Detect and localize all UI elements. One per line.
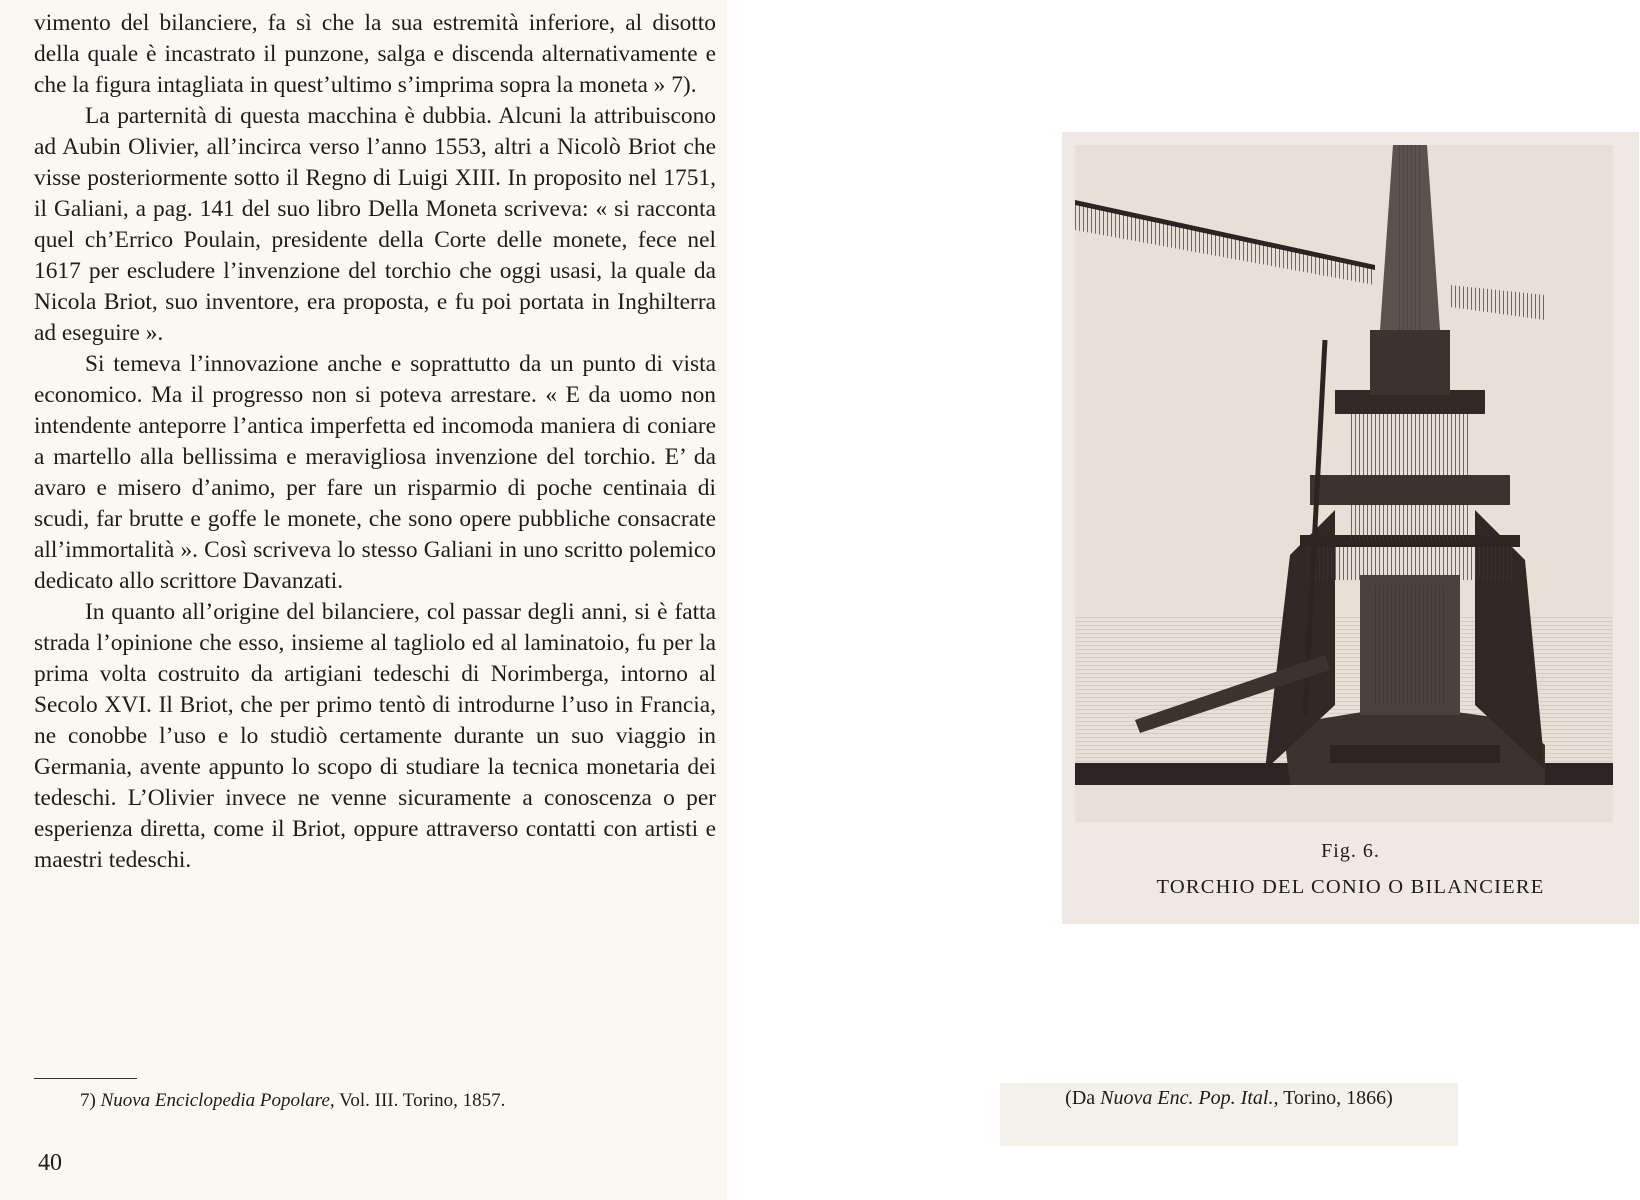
paragraph-2: La parternità di questa macchina è dubbia. Alcuni la attribuiscono ad Aubin Olivier, all’incirca verso l’anno 1553, altri a Nicolò Briot che visse posteriormente sotto il Regno di Luigi XIII. In proposito nel 1751, il Galiani, a pag. 141 del suo libro Della Moneta scriveva: « si racconta quel ch’Errico Poulain, presidente della Corte delle monete, fece nel 1617 per escludere l’invenzione del torchio che oggi usasi, la quale da Nicola Briot, suo inventore, era proposta, e fu poi portata in Inghilterra ad eseguire ». [34,103,716,346]
footnote-marker: 7) [80,1090,96,1111]
footnote-source-title: Nuova Enciclopedia Popolare, [100,1090,335,1111]
paragraph-3: Si temeva l’innovazione anche e soprattutto da un punto di vista economico. Ma il progresso non si poteva arrestare. « E da uomo non intendente anteporre l’antica imperfetta ed incomoda maniera di coniare a martello alla bellissima e meravigliosa invenzione del torchio. E’ da avaro e misero d’animo, per fare un risparmio di poche centinaia di scudi, far brutte e goffe le monete, che sono opere pubbliche consacrate all’immortalità ». Così scriveva lo stesso Galiani in uno scritto polemico dedicato allo scrittore Davanzati. [34,351,716,594]
paragraph-1: vimento del bilanciere, fa sì che la sua estremità inferiore, al disotto della quale è incastrato il punzone, salga e discenda alternativamente e che la figura intagliata in quest’ultimo s’imprima sopra la moneta » 7). [34,10,716,98]
credit-source-title: Nuova Enc. Pop. Ital., [1100,1087,1279,1109]
figure-caption: TORCHIO DEL CONIO O BILANCIERE [1156,876,1545,898]
page-number: 40 [38,1150,62,1176]
figure-credit [1000,1087,1458,1110]
figure-number: Fig. 6. [1321,840,1380,862]
credit-open: (Da [1065,1087,1101,1109]
footnote-source-details: Vol. III. Torino, 1857. [334,1090,506,1111]
coining-press-engraving [1075,145,1613,822]
body-text [34,8,716,876]
footnote-divider [34,1078,137,1079]
footnote [80,1090,505,1112]
paragraph-4: In quanto all’origine del bilanciere, col passar degli anni, si è fatta strada l’opinione che esso, insieme al tagliolo ed al laminatoio, fu per la prima volta costruito da artigiani tedeschi di Norimberga, intorno al Secolo XVI. Il Briot, che per primo tentò di introdurne l’uso in Francia, ne conobbe l’uso e lo studiò certamente durante un suo viaggio in Germania, avente appunto lo scopo di studiare la tecnica monetaria dei tedeschi. L’Olivier invece ne venne sicuramente a conoscenza o per esperienza diretta, come il Briot, oppure attraverso contatti con artisti e maestri tedeschi. [34,599,716,873]
credit-details: Torino, 1866) [1278,1087,1393,1109]
